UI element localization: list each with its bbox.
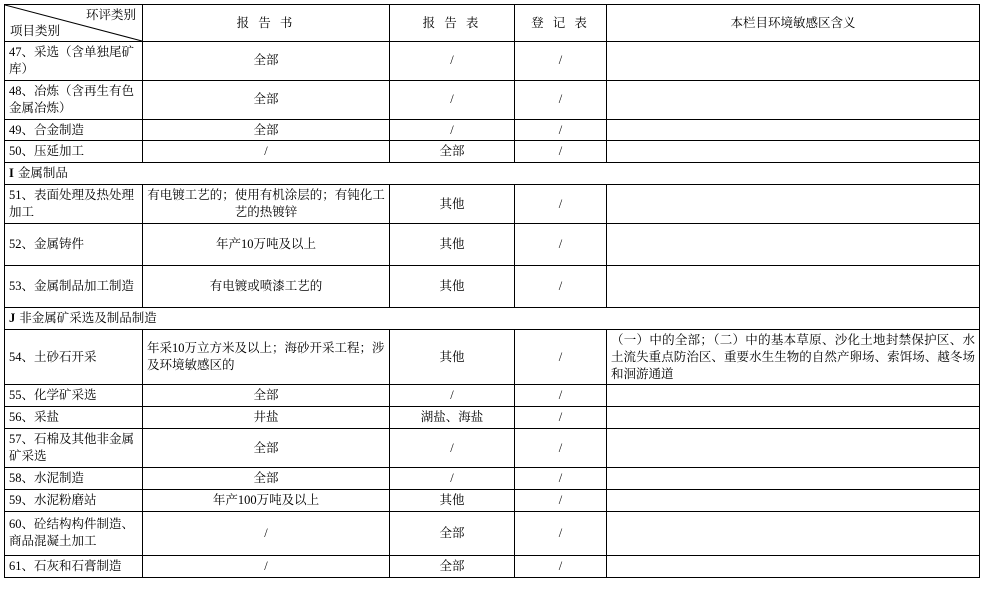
row-sensitive	[607, 42, 980, 81]
row-item-name: 57、石棉及其他非金属矿采选	[5, 429, 143, 468]
category-name: 金属制品	[17, 166, 68, 181]
category-letter: J	[9, 310, 16, 325]
table-row	[5, 555, 980, 577]
row-report-book: /	[143, 141, 390, 163]
row-report-book: 全部	[143, 467, 390, 489]
row-item-name: 52、金属铸件	[5, 223, 143, 265]
row-item-name: 58、水泥制造	[5, 467, 143, 489]
row-sensitive	[607, 185, 980, 224]
row-report-book: 有电镀或喷漆工艺的	[143, 265, 390, 307]
row-registration: /	[515, 119, 607, 141]
row-registration: /	[515, 80, 607, 119]
row-report-form: 其他	[390, 185, 515, 224]
table-row	[5, 511, 980, 555]
row-report-form: /	[390, 429, 515, 468]
table-row	[5, 329, 980, 385]
row-report-book: 全部	[143, 385, 390, 407]
table-row	[5, 223, 980, 265]
row-registration: /	[515, 223, 607, 265]
row-report-form: 全部	[390, 141, 515, 163]
row-item-name: 56、采盐	[5, 407, 143, 429]
row-registration: /	[515, 141, 607, 163]
row-report-book: 全部	[143, 429, 390, 468]
row-report-book: 全部	[143, 119, 390, 141]
row-report-form: 其他	[390, 489, 515, 511]
row-item-name: 49、合金制造	[5, 119, 143, 141]
header-corner-top-label: 环评类别	[85, 8, 136, 22]
row-report-book: /	[143, 511, 390, 555]
header-corner-cell	[5, 5, 143, 42]
category-row	[5, 307, 980, 329]
row-registration: /	[515, 429, 607, 468]
row-registration: /	[515, 489, 607, 511]
table-row	[5, 467, 980, 489]
row-sensitive	[607, 467, 980, 489]
row-report-book: 全部	[143, 42, 390, 81]
row-report-book: 有电镀工艺的；使用有机涂层的；有钝化工艺的热镀锌	[143, 185, 390, 224]
row-registration: /	[515, 555, 607, 577]
row-report-form: /	[390, 42, 515, 81]
table-row	[5, 407, 980, 429]
row-report-form: /	[390, 385, 515, 407]
table-row	[5, 265, 980, 307]
row-sensitive	[607, 407, 980, 429]
row-item-name: 48、冶炼（含再生有色金属冶炼）	[5, 80, 143, 119]
classification-table	[4, 4, 980, 578]
row-report-form: /	[390, 119, 515, 141]
row-item-name: 54、土砂石开采	[5, 329, 143, 385]
row-sensitive	[607, 555, 980, 577]
row-item-name: 60、砼结构构件制造、商品混凝土加工	[5, 511, 143, 555]
category-cell	[5, 163, 980, 185]
row-report-form: 其他	[390, 329, 515, 385]
category-name: 非金属矿采选及制品制造	[19, 310, 157, 325]
table-row	[5, 42, 980, 81]
row-report-book: 年采10万立方米及以上；海砂开采工程；涉及环境敏感区的	[143, 329, 390, 385]
table-row	[5, 385, 980, 407]
table-row	[5, 489, 980, 511]
row-report-form: 其他	[390, 223, 515, 265]
row-registration: /	[515, 185, 607, 224]
row-sensitive	[607, 265, 980, 307]
row-item-name: 59、水泥粉磨站	[5, 489, 143, 511]
row-sensitive	[607, 80, 980, 119]
row-item-name: 50、压延加工	[5, 141, 143, 163]
table-row	[5, 119, 980, 141]
table-row	[5, 80, 980, 119]
category-row	[5, 163, 980, 185]
header-registration-form: 登 记 表	[515, 5, 607, 42]
row-registration: /	[515, 42, 607, 81]
row-sensitive	[607, 489, 980, 511]
header-corner-bottom-label: 项目类别	[10, 24, 61, 39]
header-sensitive-area: 本栏目环境敏感区含义	[607, 5, 980, 42]
row-sensitive	[607, 429, 980, 468]
row-registration: /	[515, 385, 607, 407]
row-item-name: 53、金属制品加工制造	[5, 265, 143, 307]
row-registration: /	[515, 511, 607, 555]
row-report-book: 年产100万吨及以上	[143, 489, 390, 511]
row-report-book: 全部	[143, 80, 390, 119]
row-registration: /	[515, 265, 607, 307]
row-sensitive	[607, 223, 980, 265]
row-item-name: 47、采选（含单独尾矿库）	[5, 42, 143, 81]
category-cell	[5, 307, 980, 329]
row-registration: /	[515, 329, 607, 385]
row-report-book: /	[143, 555, 390, 577]
row-registration: /	[515, 407, 607, 429]
row-sensitive: （一）中的全部；（二）中的基本草原、沙化土地封禁保护区、水土流失重点防治区、重要水生生物的自然产卵场、索饵场、越冬场和洄游通道	[607, 329, 980, 385]
row-sensitive	[607, 511, 980, 555]
row-sensitive	[607, 119, 980, 141]
row-report-book: 井盐	[143, 407, 390, 429]
row-report-form: 全部	[390, 511, 515, 555]
table-row	[5, 185, 980, 224]
table-row	[5, 429, 980, 468]
row-item-name: 55、化学矿采选	[5, 385, 143, 407]
row-report-form: 全部	[390, 555, 515, 577]
row-item-name: 61、石灰和石膏制造	[5, 555, 143, 577]
row-report-form: /	[390, 80, 515, 119]
row-registration: /	[515, 467, 607, 489]
row-sensitive	[607, 141, 980, 163]
table-header-row	[5, 5, 980, 42]
row-report-form: 其他	[390, 265, 515, 307]
row-report-form: /	[390, 467, 515, 489]
row-sensitive	[607, 385, 980, 407]
category-letter: I	[9, 166, 14, 181]
row-item-name: 51、表面处理及热处理加工	[5, 185, 143, 224]
header-report-form: 报 告 表	[390, 5, 515, 42]
row-report-book: 年产10万吨及以上	[143, 223, 390, 265]
row-report-form: 湖盐、海盐	[390, 407, 515, 429]
header-report-book: 报 告 书	[143, 5, 390, 42]
table-row	[5, 141, 980, 163]
